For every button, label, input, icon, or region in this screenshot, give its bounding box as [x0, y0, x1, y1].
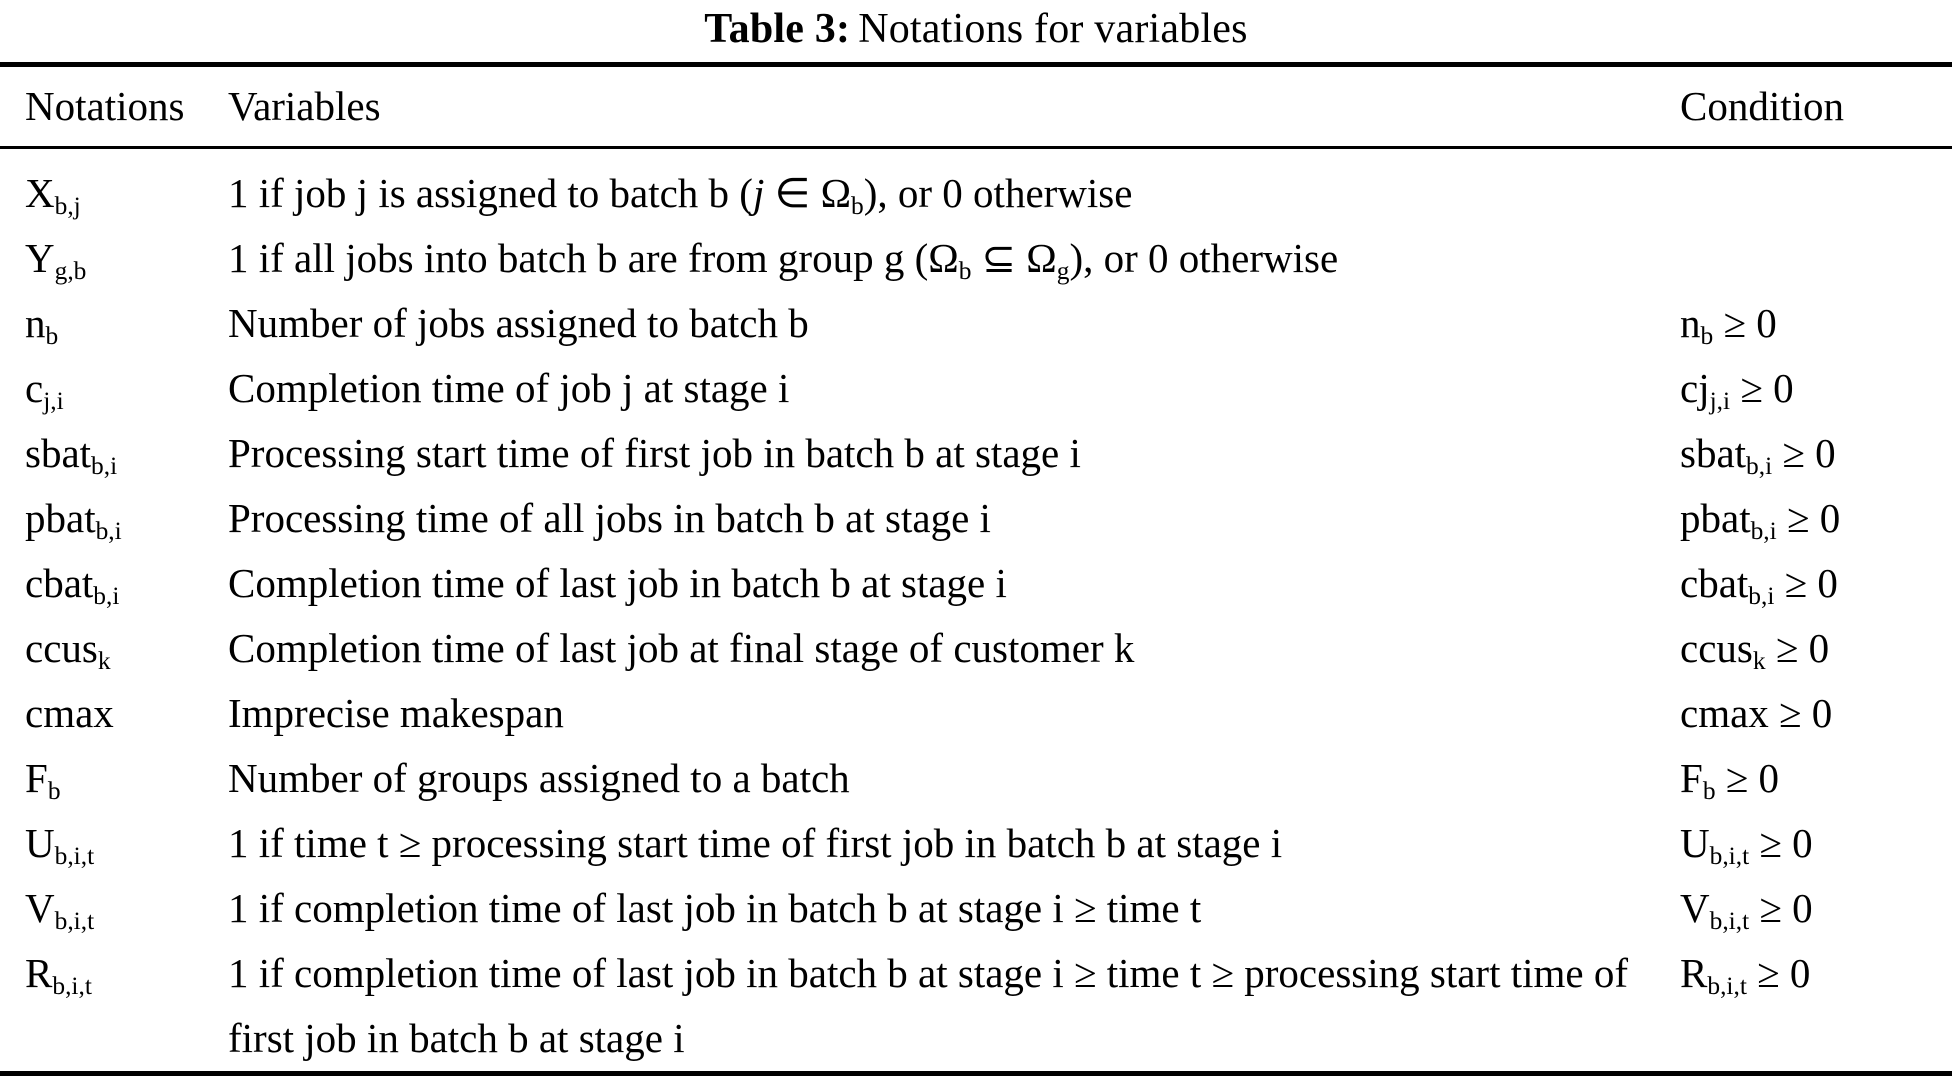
table-body — [0, 149, 1952, 1071]
condition-cell — [1680, 616, 1952, 681]
text-segment: cbat — [1680, 560, 1749, 606]
condition-cell — [1680, 876, 1952, 941]
table-row — [0, 356, 1952, 421]
subscript: b — [1702, 777, 1716, 806]
notation-cell — [25, 551, 228, 616]
text-segment: 1 if completion time of last job in batch b at stage i ≥ time t — [228, 885, 1202, 931]
subscript: k — [1752, 647, 1766, 676]
text-segment: Processing time of all jobs in batch b at stage i — [228, 495, 991, 541]
notation-cell — [25, 746, 228, 811]
text-segment: ccus — [1680, 625, 1753, 671]
notation-cell — [25, 616, 228, 681]
subscript: b — [47, 777, 61, 806]
table-caption-text: Notations for variables — [858, 6, 1248, 52]
condition-cell — [1680, 161, 1952, 226]
variable-cell — [228, 811, 1680, 876]
subscript: b,i,t — [1709, 842, 1750, 871]
header-condition: Condition — [1680, 83, 1845, 129]
subscript: b,i — [91, 452, 118, 481]
variable-cell — [228, 941, 1680, 1071]
subscript: b — [1700, 322, 1714, 351]
text-segment: ≥ 0 — [1715, 755, 1780, 801]
text-segment: ≥ 0 — [1749, 885, 1813, 931]
text-segment: X — [25, 170, 55, 216]
subscript: k — [97, 647, 111, 676]
variable-cell — [228, 616, 1680, 681]
table-row — [0, 421, 1952, 486]
condition-cell — [1680, 681, 1952, 746]
text-segment: ≥ 0 — [1774, 560, 1838, 606]
text-segment: Processing start time of first job in batch b at stage i — [228, 430, 1081, 476]
bottom-rule — [0, 1071, 1952, 1076]
subscript: b,i,t — [54, 907, 95, 936]
text-segment: c — [25, 365, 44, 411]
variable-cell — [228, 291, 1680, 356]
subscript: b — [958, 257, 972, 286]
condition-cell — [1680, 941, 1952, 1071]
variable-cell — [228, 681, 1680, 746]
table-row — [0, 226, 1952, 291]
text-segment: n — [1680, 300, 1701, 346]
text-segment: ∈ Ω — [764, 170, 852, 216]
text-segment: Y — [25, 235, 55, 281]
variable-cell — [228, 226, 1680, 291]
notation-cell — [25, 681, 228, 746]
table-row — [0, 746, 1952, 811]
text-segment: ≥ 0 — [1749, 820, 1813, 866]
notation-cell — [25, 226, 228, 291]
table-caption-label: Table 3: — [704, 6, 851, 52]
condition-cell — [1680, 421, 1952, 486]
variable-cell — [228, 486, 1680, 551]
text-segment: cj — [1680, 365, 1710, 411]
condition-cell — [1680, 551, 1952, 616]
header-variables: Variables — [228, 83, 381, 129]
subscript: b,j — [54, 192, 81, 221]
text-segment: j — [752, 170, 765, 216]
subscript: b,i — [1750, 517, 1777, 546]
text-segment: pbat — [1680, 495, 1751, 541]
subscript: b — [851, 192, 864, 221]
variable-cell — [228, 161, 1680, 226]
notation-cell — [25, 811, 228, 876]
text-segment: sbat — [25, 430, 92, 476]
condition-cell — [1680, 291, 1952, 356]
text-segment: Number of jobs assigned to batch b — [228, 300, 809, 346]
text-segment: V — [25, 885, 55, 931]
text-segment: F — [25, 755, 48, 801]
subscript: g,b — [54, 257, 87, 286]
table-row — [0, 941, 1952, 1071]
variable-cell — [228, 421, 1680, 486]
text-segment: cbat — [25, 560, 94, 606]
text-segment: Completion time of last job at final stage of customer k — [228, 625, 1135, 671]
table-row — [0, 876, 1952, 941]
text-segment: F — [1680, 755, 1703, 801]
subscript: b,i,t — [54, 842, 95, 871]
subscript: b,i — [1746, 452, 1773, 481]
text-segment: 1 if all jobs into batch b are from group g (Ω — [228, 235, 959, 281]
notation-cell — [25, 486, 228, 551]
notation-cell — [25, 876, 228, 941]
variable-cell — [228, 356, 1680, 421]
subscript: b,i,t — [52, 972, 92, 1001]
subscript: b,i,t — [1707, 972, 1747, 1001]
text-segment: ), or 0 otherwise — [863, 170, 1133, 216]
table-header-row — [0, 67, 1952, 146]
text-segment: U — [25, 820, 55, 866]
subscript: b,i — [93, 582, 120, 611]
variable-cell — [228, 876, 1680, 941]
text-segment: 1 if completion time of last job in batch b at stage i ≥ time t ≥ processing start time of first job in batch b at stage i — [228, 950, 1628, 1061]
notation-cell — [25, 356, 228, 421]
table-row — [0, 291, 1952, 356]
text-segment: ≥ 0 — [1776, 495, 1841, 541]
text-segment: ≥ 0 — [1765, 625, 1830, 671]
text-segment: Imprecise makespan — [228, 690, 564, 736]
subscript: b,i — [1748, 582, 1775, 611]
table-row — [0, 616, 1952, 681]
text-segment: Completion time of last job in batch b at stage i — [228, 560, 1007, 606]
table-row — [0, 486, 1952, 551]
text-segment: ≥ 0 — [1730, 365, 1794, 411]
condition-cell — [1680, 811, 1952, 876]
subscript: j,i — [43, 387, 64, 416]
text-segment: ccus — [25, 625, 98, 671]
text-segment: ⊆ Ω — [971, 235, 1057, 281]
subscript: b,i,t — [1709, 907, 1750, 936]
text-segment: ≥ 0 — [1713, 300, 1777, 346]
header-notations: Notations — [25, 83, 185, 129]
text-segment: cmax — [25, 690, 114, 736]
notation-cell — [25, 421, 228, 486]
text-segment: 1 if time t ≥ processing start time of first job in batch b at stage i — [228, 820, 1283, 866]
text-segment: pbat — [25, 495, 96, 541]
text-segment: cmax ≥ 0 — [1680, 690, 1833, 736]
condition-cell — [1680, 746, 1952, 811]
table-row — [0, 811, 1952, 876]
table-row — [0, 161, 1952, 226]
notation-cell — [25, 941, 228, 1071]
text-segment: ≥ 0 — [1746, 950, 1811, 996]
text-segment: R — [1680, 950, 1708, 996]
text-segment: U — [1680, 820, 1710, 866]
text-segment: sbat — [1680, 430, 1747, 476]
text-segment: 1 if job j is assigned to batch b ( — [228, 170, 753, 216]
text-segment: ≥ 0 — [1772, 430, 1836, 476]
text-segment: V — [1680, 885, 1710, 931]
subscript: b,i — [95, 517, 122, 546]
condition-cell — [1680, 226, 1952, 291]
notation-cell — [25, 161, 228, 226]
notation-cell — [25, 291, 228, 356]
table-row — [0, 551, 1952, 616]
condition-cell — [1680, 356, 1952, 421]
subscript: b — [45, 322, 59, 351]
subscript: g — [1056, 257, 1070, 286]
text-segment: R — [25, 950, 53, 996]
table-caption — [0, 0, 1952, 62]
subscript: j,i — [1709, 387, 1731, 416]
text-segment: n — [25, 300, 46, 346]
table-row — [0, 681, 1952, 746]
text-segment: ), or 0 otherwise — [1069, 235, 1339, 281]
condition-cell — [1680, 486, 1952, 551]
variable-cell — [228, 551, 1680, 616]
text-segment: Number of groups assigned to a batch — [228, 755, 850, 801]
variable-cell — [228, 746, 1680, 811]
text-segment: Completion time of job j at stage i — [228, 365, 790, 411]
